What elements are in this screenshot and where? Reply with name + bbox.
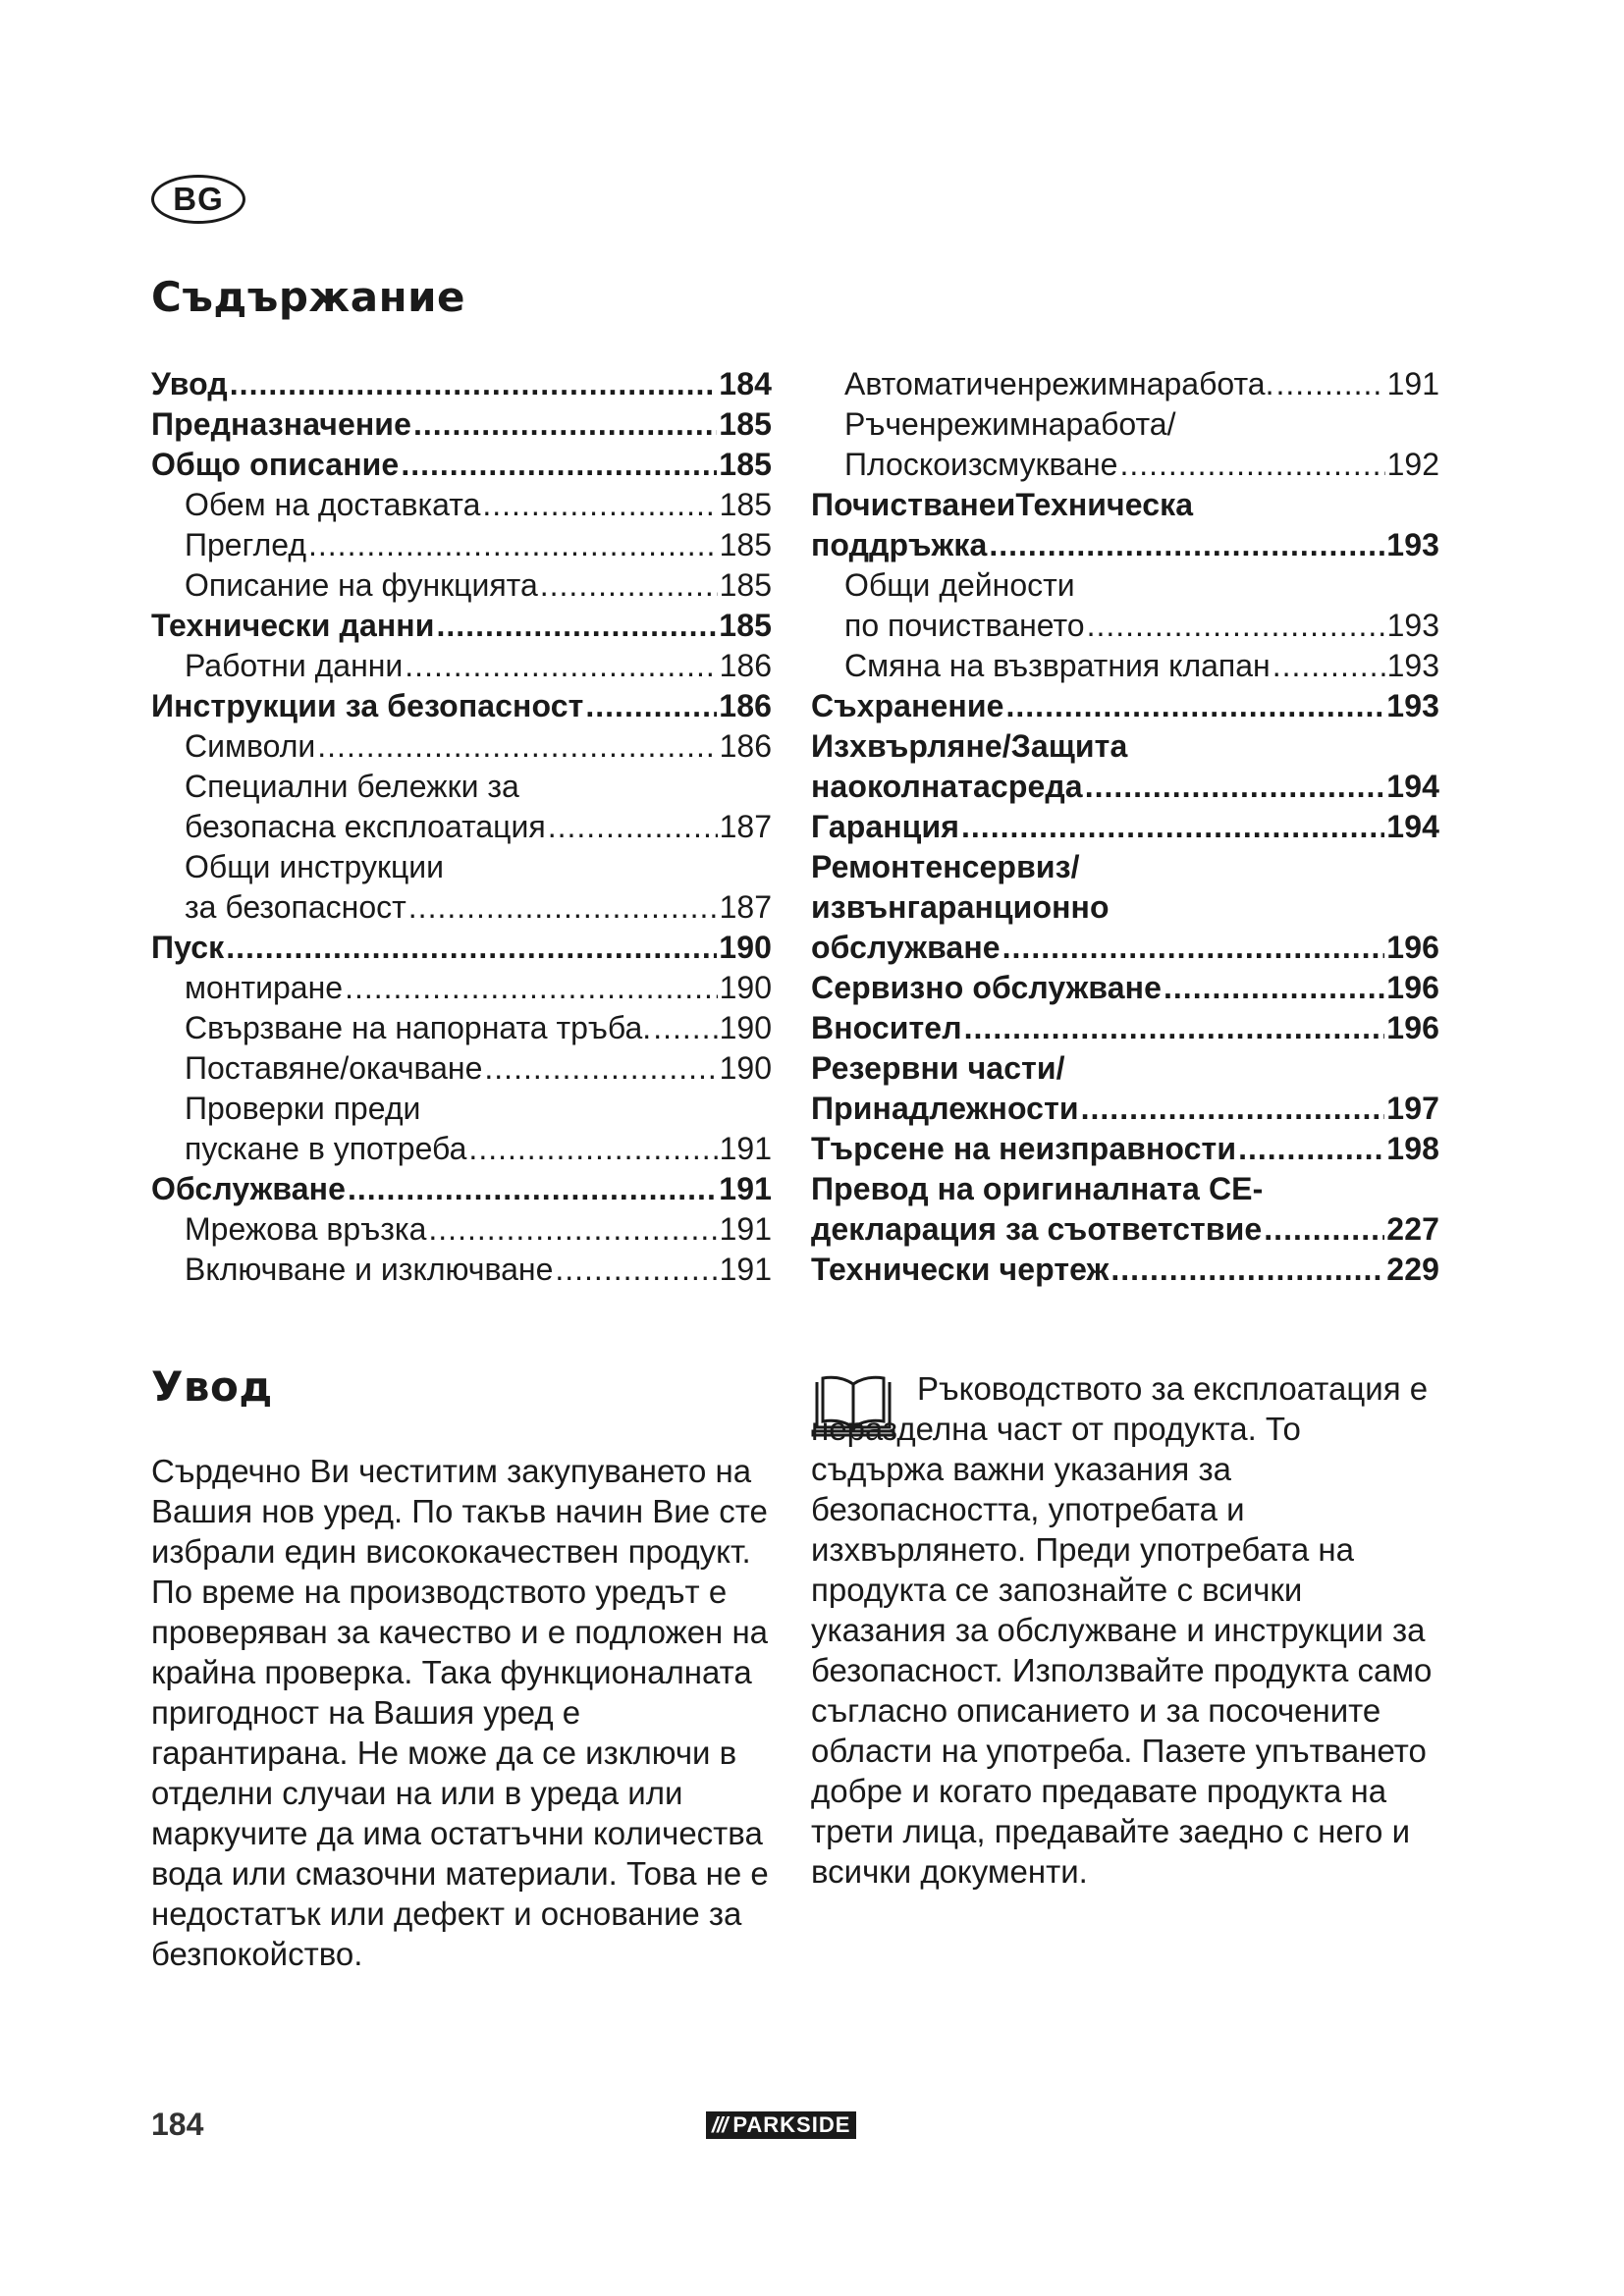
toc-entry-page: 196: [1386, 930, 1439, 965]
toc-entry-title: декларация за съответствие: [811, 1211, 1263, 1247]
toc-entry: [811, 1008, 1439, 1048]
toc-entry-page: 186: [719, 728, 772, 764]
toc-leader-dots: [1087, 606, 1385, 646]
toc-entry-title: наоколнатасреда: [811, 769, 1083, 804]
toc-leader-dots: [348, 1169, 717, 1209]
toc-leader-dots: [401, 445, 717, 485]
toc-left-column: [151, 364, 772, 1290]
toc-entry: [811, 887, 1439, 928]
toc-right-column: [811, 364, 1439, 1290]
toc-entry-page: 190: [719, 930, 772, 965]
toc-entry: [811, 1250, 1439, 1290]
toc-entry: [811, 807, 1439, 847]
toc-entry-page: 196: [1386, 970, 1439, 1005]
toc-entry: [151, 485, 772, 525]
toc-entry: [151, 928, 772, 968]
toc-entry-title: ПочистванеиТехническа: [811, 487, 1194, 522]
toc-entry: [811, 968, 1439, 1008]
intro-heading: Увод: [151, 1362, 273, 1411]
toc-leader-dots: [1238, 1129, 1384, 1169]
toc-entry-title: за безопасност: [185, 889, 406, 925]
toc-entry-page: 198: [1386, 1131, 1439, 1166]
toc-entry: [811, 1209, 1439, 1250]
toc-entry-page: 193: [1386, 688, 1439, 723]
toc-entry-title: Увод: [151, 366, 228, 401]
toc-leader-dots: [1085, 767, 1385, 807]
toc-leader-dots: [1275, 364, 1384, 404]
toc-entry: [151, 525, 772, 565]
toc-entry: [151, 364, 772, 404]
toc-entry: [151, 1089, 772, 1129]
toc-entry-title: пускане в употреба: [185, 1131, 467, 1166]
toc-entry-title: Специални бележки за: [185, 769, 519, 804]
toc-entry-page: 190: [719, 970, 772, 1005]
toc-leader-dots: [1006, 686, 1385, 726]
toc-entry: [151, 847, 772, 887]
toc-entry-title: монтиране: [185, 970, 344, 1005]
toc-entry-page: 184: [719, 366, 772, 401]
toc-leader-dots: [1110, 1250, 1384, 1290]
toc-entry: [811, 404, 1439, 445]
toc-entry-title: Превод на оригиналната СЕ-: [811, 1171, 1264, 1206]
toc-entry-title: Поставяне/окачване: [185, 1050, 483, 1086]
toc-entry-page: 194: [1386, 809, 1439, 844]
toc-leader-dots: [1119, 445, 1384, 485]
toc-entry-title: Общи инструкции: [185, 849, 445, 884]
toc-entry-page: 191: [719, 1252, 772, 1287]
toc-leader-dots: [1002, 928, 1385, 968]
toc-entry: [151, 1008, 772, 1048]
toc-entry-title: Смяна на възвратния клапан: [844, 648, 1271, 683]
toc-title: Съдържание: [151, 273, 465, 321]
toc-entry-title: Сервизно обслужване: [811, 970, 1163, 1005]
toc-entry: [151, 1129, 772, 1169]
toc-entry: [151, 445, 772, 485]
toc-entry-page: 186: [719, 688, 772, 723]
toc-entry-title: Обем на доставката: [185, 487, 481, 522]
toc-entry: [811, 686, 1439, 726]
toc-leader-dots: [345, 968, 718, 1008]
toc-entry-title: Автоматиченрежимнаработа.: [844, 366, 1274, 401]
toc-entry: [151, 767, 772, 807]
toc-entry-title: Символи: [185, 728, 316, 764]
toc-entry-title: обслужване: [811, 930, 1001, 965]
toc-entry-page: 185: [719, 608, 772, 643]
toc-entry-page: 191: [1386, 366, 1439, 401]
toc-entry-page: 185: [719, 406, 772, 442]
toc-entry-page: 194: [1386, 769, 1439, 804]
toc-leader-dots: [1264, 1209, 1384, 1250]
toc-entry-page: 190: [719, 1050, 772, 1086]
toc-entry: [811, 1089, 1439, 1129]
toc-entry-title: Плоскоизсмукване: [844, 447, 1118, 482]
toc-entry-page: 185: [719, 487, 772, 522]
toc-entry-title: Вносител: [811, 1010, 962, 1045]
toc-entry-page: 185: [719, 447, 772, 482]
toc-entry: [151, 565, 772, 606]
toc-entry-title: Описание на функцията: [185, 567, 538, 603]
toc-entry: [151, 404, 772, 445]
toc-entry-page: 227: [1386, 1211, 1439, 1247]
toc-entry-page: 191: [719, 1131, 772, 1166]
toc-entry: [811, 485, 1439, 525]
toc-entry-title: Включване и изключване: [185, 1252, 554, 1287]
toc-leader-dots: [468, 1129, 717, 1169]
toc-leader-dots: [230, 364, 718, 404]
toc-entry: [811, 1169, 1439, 1209]
toc-leader-dots: [548, 807, 718, 847]
toc-entry-title: Обслужване: [151, 1171, 346, 1206]
toc-entry: [151, 646, 772, 686]
toc-leader-dots: [585, 686, 717, 726]
toc-entry-title: Инструкции за безопасност: [151, 688, 584, 723]
toc-entry: [151, 686, 772, 726]
toc-entry-title: Принадлежности: [811, 1091, 1079, 1126]
toc-entry: [811, 1129, 1439, 1169]
logo-text: PARKSIDE: [732, 2112, 851, 2137]
toc-entry-title: Общи дейности: [844, 567, 1075, 603]
toc-entry-page: 193: [1386, 608, 1439, 643]
toc-entry-title: Предназначение: [151, 406, 411, 442]
toc-entry: [151, 807, 772, 847]
toc-entry: [151, 1169, 772, 1209]
toc-entry-page: 190: [719, 1010, 772, 1045]
intro-paragraph: Сърдечно Ви честитим закупуването на Вашия нов уред. По такъв начин Вие сте избрали един висококачествен продукт. По време на производството уредът е проверяван за качество и е подложен на крайна проверка. Така функционалната пригодност на Вашия уред е гарантирана. Не може да се изключи в отделни случаи на или в уреда или маркучите да има остатъчни количества вода или смазочни материали. Това не е недостатък или дефект и основание за безпокойство.: [151, 1453, 769, 1972]
toc-leader-dots: [226, 928, 717, 968]
toc-leader-dots: [482, 485, 717, 525]
toc-entry-page: 191: [719, 1211, 772, 1247]
toc-entry: [811, 1048, 1439, 1089]
toc-leader-dots: [484, 1048, 717, 1089]
toc-leader-dots: [437, 606, 718, 646]
toc-entry-title: Работни данни: [185, 648, 404, 683]
toc-leader-dots: [964, 1008, 1385, 1048]
toc-entry-title: по почистването: [844, 608, 1085, 643]
toc-entry-title: Проверки преди: [185, 1091, 421, 1126]
toc-entry-page: 186: [719, 648, 772, 683]
toc-entry-title: поддръжка: [811, 527, 988, 562]
toc-entry-title: Съхранение: [811, 688, 1004, 723]
toc-entry-page: 191: [719, 1171, 772, 1206]
toc-entry: [151, 726, 772, 767]
toc-entry: [811, 606, 1439, 646]
toc-entry-title: извънгаранционно: [811, 889, 1110, 925]
toc-leader-dots: [961, 807, 1384, 847]
toc-leader-dots: [1164, 968, 1384, 1008]
toc-leader-dots: [308, 525, 718, 565]
toc-entry-title: Общо описание: [151, 447, 400, 482]
toc-entry-page: 229: [1386, 1252, 1439, 1287]
toc-entry-page: 187: [719, 889, 772, 925]
toc-entry: [811, 928, 1439, 968]
toc-entry-title: Мрежова връзка: [185, 1211, 427, 1247]
toc-entry: [811, 364, 1439, 404]
toc-entry: [811, 525, 1439, 565]
toc-entry-title: Гаранция: [811, 809, 960, 844]
toc-entry: [811, 445, 1439, 485]
toc-entry-page: 187: [719, 809, 772, 844]
toc-entry-page: 185: [719, 567, 772, 603]
toc-entry: [811, 847, 1439, 887]
toc-leader-dots: [989, 525, 1384, 565]
toc-entry-title: Преглед: [185, 527, 306, 562]
logo-slashes: ///: [712, 2112, 728, 2137]
toc-leader-dots: [408, 887, 718, 928]
toc-entry-title: Технически данни: [151, 608, 435, 643]
toc-entry: [811, 646, 1439, 686]
page-number: 184: [151, 2107, 204, 2142]
toc-entry: [151, 606, 772, 646]
toc-entry-title: Технически чертеж: [811, 1252, 1110, 1287]
toc-leader-dots: [540, 565, 718, 606]
toc-entry-title: Ръченрежимнаработа/: [844, 406, 1176, 442]
toc-entry-page: 193: [1386, 648, 1439, 683]
toc-entry-title: безопасна експлоатация: [185, 809, 546, 844]
toc-entry-title: Свързване на напорната тръба.: [185, 1010, 652, 1045]
parkside-logo: [706, 2111, 856, 2139]
toc-leader-dots: [1272, 646, 1385, 686]
toc-leader-dots: [653, 1008, 717, 1048]
toc-leader-dots: [428, 1209, 717, 1250]
toc-entry-title: Ремонтенсервиз/: [811, 849, 1080, 884]
toc-entry: [151, 887, 772, 928]
manual-note-paragraph: Ръководството за експлоатация е неразделна част от продукта. То съдържа важни указания за безопасността, употребата и изхвърлянето. Преди употребата на продукта се запознайте с всички указания за обслужване и инструкции за безопасност. Използвайте продукта само съгласно описанието и за посочените области на употреба. Пазете упътването добре и когато предавате продукта на трети лица, предавайте заедно с него и всички документи.: [811, 1370, 1433, 1890]
toc-entry-title: Пуск: [151, 930, 225, 965]
toc-entry-title: Резервни части/: [811, 1050, 1065, 1086]
toc-leader-dots: [555, 1250, 717, 1290]
toc-entry-page: 196: [1386, 1010, 1439, 1045]
toc-leader-dots: [317, 726, 717, 767]
toc-entry-page: 192: [1386, 447, 1439, 482]
toc-entry-page: 193: [1386, 527, 1439, 562]
toc-leader-dots: [405, 646, 717, 686]
language-badge: BG: [151, 175, 245, 224]
toc-leader-dots: [1081, 1089, 1385, 1129]
toc-entry: [811, 565, 1439, 606]
toc-entry-page: 185: [719, 527, 772, 562]
toc-entry: [151, 1048, 772, 1089]
toc-entry-title: Търсене на неизправности: [811, 1131, 1237, 1166]
toc-entry: [811, 767, 1439, 807]
toc-entry-title: Изхвърляне/Защита: [811, 728, 1128, 764]
toc-entry: [151, 1209, 772, 1250]
toc-entry: [151, 1250, 772, 1290]
toc-entry: [151, 968, 772, 1008]
toc-leader-dots: [413, 404, 717, 445]
toc-entry: [811, 726, 1439, 767]
toc-entry-page: 197: [1386, 1091, 1439, 1126]
